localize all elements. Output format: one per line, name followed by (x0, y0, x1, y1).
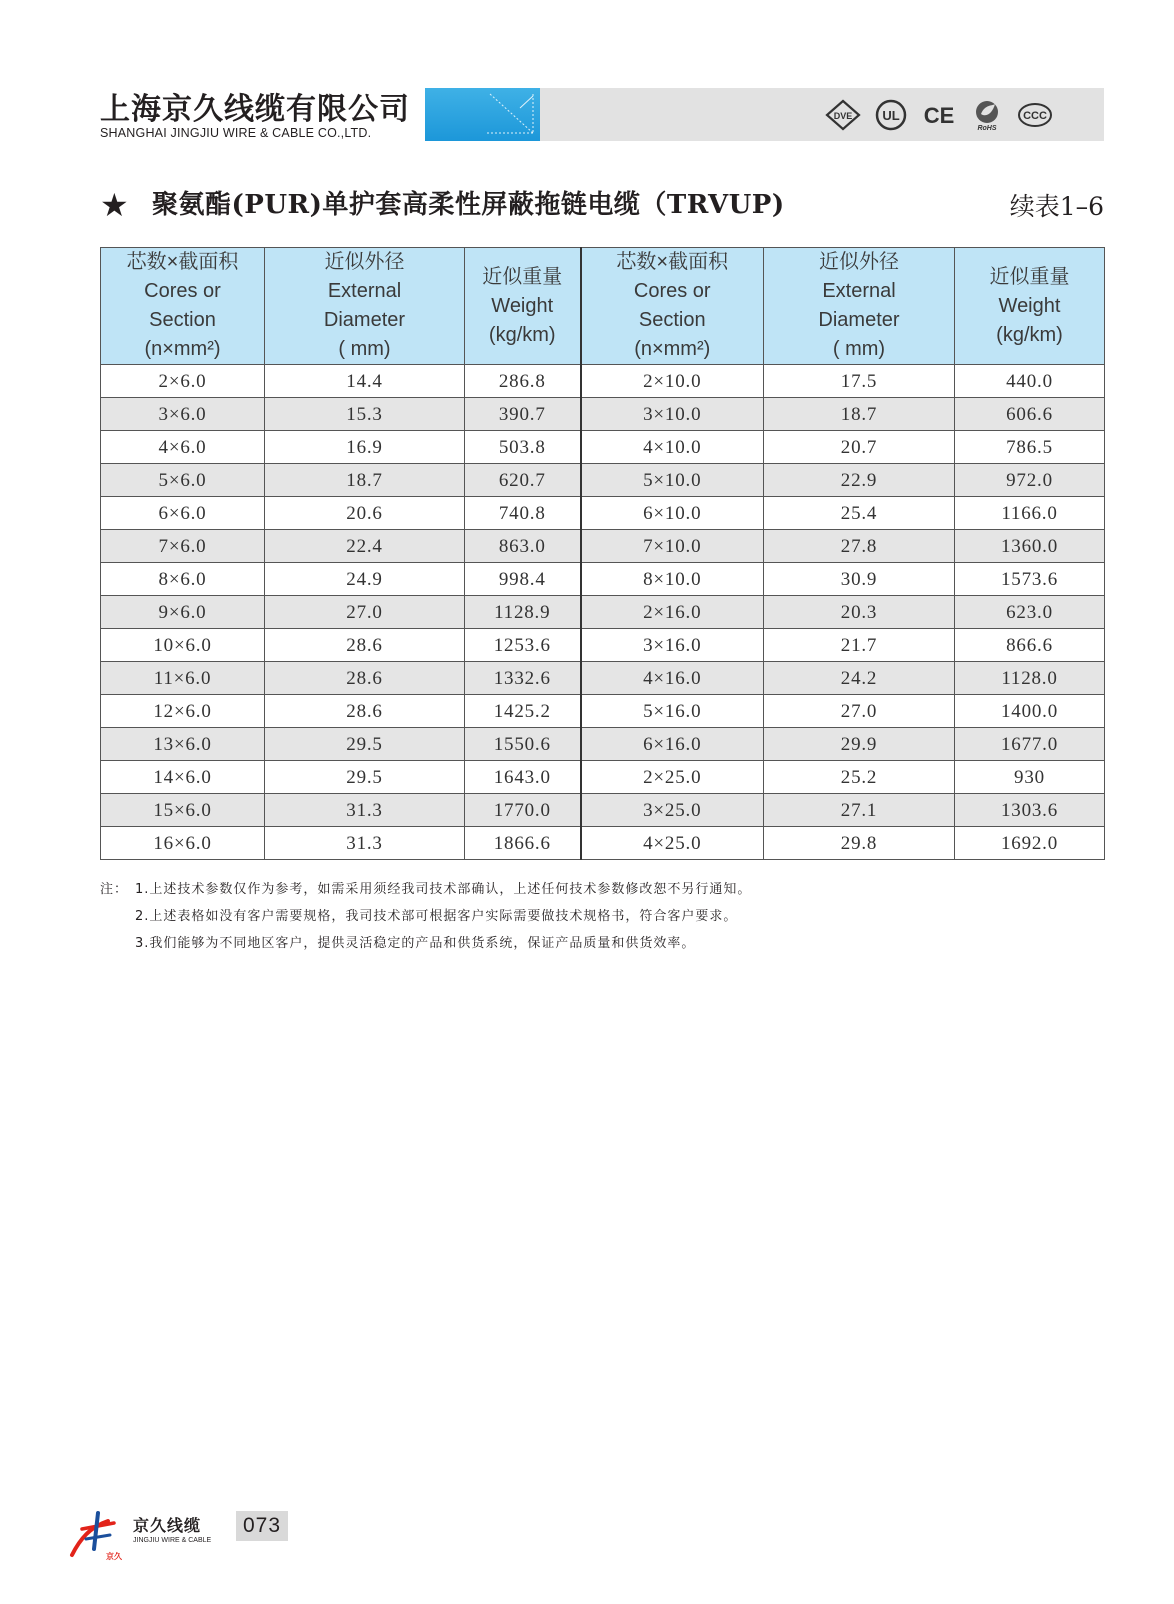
cell-weight: 606.6 (955, 398, 1105, 431)
ul-icon (873, 98, 909, 132)
cell-external-diameter: 20.3 (764, 596, 955, 629)
header-weight: 近似重量 Weight (kg/km) (465, 248, 581, 365)
svg-text:CE: CE (923, 103, 955, 128)
page-number: 073 (236, 1511, 288, 1541)
cell-external-diameter: 22.9 (764, 464, 955, 497)
rohs-icon (969, 98, 1005, 132)
cell-external-diameter: 22.4 (265, 530, 465, 563)
star-icon: ★ (100, 186, 129, 224)
note-text: 3.我们能够为不同地区客户，提供灵活稳定的产品和供货系统，保证产品质量和供货效率。 (135, 936, 696, 951)
cell-external-diameter: 30.9 (764, 563, 955, 596)
cell-external-diameter: 18.7 (265, 464, 465, 497)
table-row (101, 662, 1105, 695)
cell-weight: 998.4 (465, 563, 581, 596)
header-external-diameter: 近似外径 External Diameter ( mm) (265, 248, 465, 365)
table-row (101, 464, 1105, 497)
cell-weight: 623.0 (955, 596, 1105, 629)
cell-cores-section: 2×10.0 (581, 365, 764, 398)
cell-cores-section: 3×10.0 (581, 398, 764, 431)
cell-external-diameter: 29.8 (764, 827, 955, 860)
cell-weight: 863.0 (465, 530, 581, 563)
notes-block (100, 876, 751, 957)
cell-cores-section: 3×25.0 (581, 794, 764, 827)
table-row (101, 761, 1105, 794)
header-cores-section: 芯数×截面积 Cores or Section (n×mm²) (101, 248, 265, 365)
cell-cores-section: 6×6.0 (101, 497, 265, 530)
cell-cores-section: 5×10.0 (581, 464, 764, 497)
cell-cores-section: 10×6.0 (101, 629, 265, 662)
cell-weight: 740.8 (465, 497, 581, 530)
cell-external-diameter: 29.5 (265, 728, 465, 761)
cell-external-diameter: 24.2 (764, 662, 955, 695)
cell-weight: 1573.6 (955, 563, 1105, 596)
svg-text:UL: UL (882, 108, 900, 123)
cell-external-diameter: 28.6 (265, 629, 465, 662)
cell-cores-section: 3×6.0 (101, 398, 265, 431)
cell-external-diameter: 27.0 (265, 596, 465, 629)
spec-table (100, 247, 1105, 860)
svg-text:RoHS: RoHS (977, 125, 997, 132)
cell-cores-section: 16×6.0 (101, 827, 265, 860)
cell-external-diameter: 21.7 (764, 629, 955, 662)
table-row (101, 563, 1105, 596)
header-blue-block (425, 88, 540, 141)
table-row (101, 530, 1105, 563)
ccc-icon (1017, 98, 1053, 132)
table-row (101, 398, 1105, 431)
cell-cores-section: 4×25.0 (581, 827, 764, 860)
cell-cores-section: 11×6.0 (101, 662, 265, 695)
cell-external-diameter: 25.2 (764, 761, 955, 794)
cell-cores-section: 3×16.0 (581, 629, 764, 662)
cell-weight: 1303.6 (955, 794, 1105, 827)
cell-external-diameter: 20.7 (764, 431, 955, 464)
cell-weight: 390.7 (465, 398, 581, 431)
cell-weight: 1550.6 (465, 728, 581, 761)
table-row (101, 827, 1105, 860)
cell-external-diameter: 15.3 (265, 398, 465, 431)
note-item (100, 876, 751, 903)
page-footer (68, 1505, 288, 1565)
cell-weight: 1677.0 (955, 728, 1105, 761)
cell-external-diameter: 28.6 (265, 695, 465, 728)
cell-weight: 1128.9 (465, 596, 581, 629)
footer-brand-en: JINGJIU WIRE & CABLE (133, 1537, 212, 1544)
cell-cores-section: 6×10.0 (581, 497, 764, 530)
company-name-cn: 上海京久线缆有限公司 (100, 92, 410, 127)
cell-weight: 1360.0 (955, 530, 1105, 563)
cell-weight: 1166.0 (955, 497, 1105, 530)
cell-cores-section: 5×16.0 (581, 695, 764, 728)
cell-external-diameter: 27.1 (764, 794, 955, 827)
note-text: 2.上述表格如没有客户需要规格，我司技术部可根据客户实际需要做技术规格书，符合客户要求。 (135, 909, 738, 924)
cell-cores-section: 15×6.0 (101, 794, 265, 827)
note-item (100, 930, 751, 957)
logo-text: 京久 (106, 1552, 122, 1561)
table-row (101, 695, 1105, 728)
cell-cores-section: 9×6.0 (101, 596, 265, 629)
cell-weight: 866.6 (955, 629, 1105, 662)
table-row (101, 497, 1105, 530)
cell-weight: 786.5 (955, 431, 1105, 464)
header-weight: 近似重量 Weight (kg/km) (955, 248, 1105, 365)
cell-cores-section: 6×16.0 (581, 728, 764, 761)
cell-cores-section: 2×25.0 (581, 761, 764, 794)
cell-weight: 1425.2 (465, 695, 581, 728)
cell-weight: 1866.6 (465, 827, 581, 860)
cell-weight: 1643.0 (465, 761, 581, 794)
footer-brand-cn: 京久线缆 (133, 1516, 202, 1535)
cell-external-diameter: 18.7 (764, 398, 955, 431)
cell-external-diameter: 31.3 (265, 827, 465, 860)
cell-external-diameter: 27.0 (764, 695, 955, 728)
cell-weight: 1692.0 (955, 827, 1105, 860)
table-row (101, 728, 1105, 761)
table-row (101, 365, 1105, 398)
cell-cores-section: 13×6.0 (101, 728, 265, 761)
notes-label: 注： (100, 882, 129, 897)
cell-cores-section: 5×6.0 (101, 464, 265, 497)
table-row (101, 629, 1105, 662)
cell-cores-section: 4×16.0 (581, 662, 764, 695)
cell-cores-section: 12×6.0 (101, 695, 265, 728)
diagonal-lines-graphic (425, 88, 540, 141)
cell-weight: 1128.0 (955, 662, 1105, 695)
table-row (101, 794, 1105, 827)
cell-external-diameter: 29.5 (265, 761, 465, 794)
cell-cores-section: 7×6.0 (101, 530, 265, 563)
cell-external-diameter: 17.5 (764, 365, 955, 398)
header-cores-section: 芯数×截面积 Cores or Section (n×mm²) (581, 248, 764, 365)
ce-icon (921, 98, 957, 132)
note-item (100, 903, 751, 930)
cell-external-diameter: 25.4 (764, 497, 955, 530)
cell-external-diameter: 20.6 (265, 497, 465, 530)
cell-external-diameter: 31.3 (265, 794, 465, 827)
svg-text:CCC: CCC (1023, 110, 1047, 122)
company-name-en: SHANGHAI JINGJIU WIRE & CABLE CO.,LTD. (100, 126, 372, 140)
cell-weight: 286.8 (465, 365, 581, 398)
cell-weight: 972.0 (955, 464, 1105, 497)
section-title-row (100, 184, 1104, 230)
cell-weight: 1332.6 (465, 662, 581, 695)
cell-weight: 440.0 (955, 365, 1105, 398)
vde-icon (825, 98, 861, 132)
cell-weight: 620.7 (465, 464, 581, 497)
cell-external-diameter: 27.8 (764, 530, 955, 563)
table-header-row (101, 248, 1105, 365)
table-row (101, 431, 1105, 464)
brand-logo (68, 1505, 128, 1563)
cell-weight: 503.8 (465, 431, 581, 464)
cell-weight: 930 (955, 761, 1105, 794)
table-number: 续表1–6 (1009, 192, 1104, 221)
cell-cores-section: 8×6.0 (101, 563, 265, 596)
cell-external-diameter: 24.9 (265, 563, 465, 596)
cell-weight: 1400.0 (955, 695, 1105, 728)
svg-text:DVE: DVE (833, 111, 853, 121)
cell-cores-section: 4×10.0 (581, 431, 764, 464)
cell-external-diameter: 14.4 (265, 365, 465, 398)
cell-cores-section: 2×16.0 (581, 596, 764, 629)
cell-cores-section: 7×10.0 (581, 530, 764, 563)
cell-weight: 1253.6 (465, 629, 581, 662)
header-external-diameter: 近似外径 External Diameter ( mm) (764, 248, 955, 365)
cell-cores-section: 14×6.0 (101, 761, 265, 794)
product-title: 聚氨酯(PUR)单护套高柔性屏蔽拖链电缆（TRVUP) (152, 190, 785, 220)
cell-cores-section: 2×6.0 (101, 365, 265, 398)
cell-external-diameter: 16.9 (265, 431, 465, 464)
note-text: 1.上述技术参数仅作为参考，如需采用须经我司技术部确认，上述任何技术参数修改恕不另行通知。 (135, 882, 752, 897)
cell-external-diameter: 28.6 (265, 662, 465, 695)
cell-external-diameter: 29.9 (764, 728, 955, 761)
cell-cores-section: 4×6.0 (101, 431, 265, 464)
table-row (101, 596, 1105, 629)
cell-cores-section: 8×10.0 (581, 563, 764, 596)
cell-weight: 1770.0 (465, 794, 581, 827)
table-body (101, 365, 1105, 860)
certification-logos (825, 98, 1053, 132)
